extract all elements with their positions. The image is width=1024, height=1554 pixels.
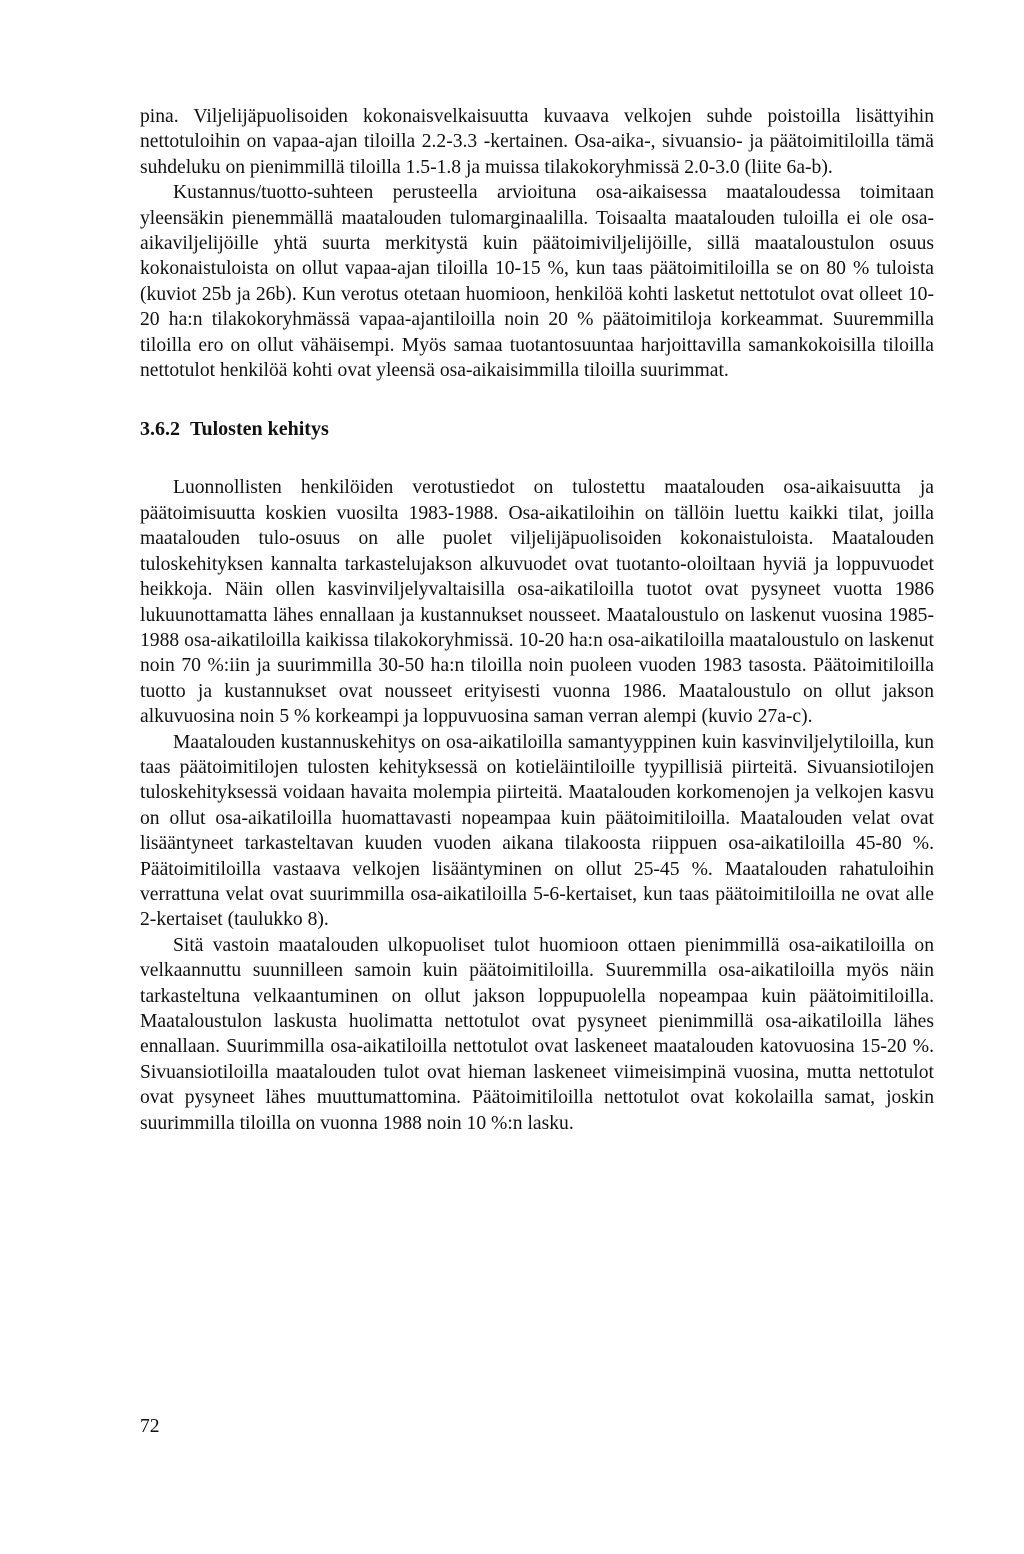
- section-number: 3.6.2: [140, 418, 180, 441]
- page-number: 72: [140, 1416, 160, 1437]
- paragraph-continuation: pina. Viljelijäpuolisoiden kokonaisvelkaisuutta kuvaava velkojen suhde poistoilla lisättyihin nettotuloihin on vapaa-ajan tiloilla 2.2-3.3 -kertainen. Osa-aika-, sivuansio- ja päätoimitiloilla tämä suhdeluku on pienimmillä tiloilla 1.5-1.8 ja muissa tilakokoryhmissä 2.0-3.0 (liite 6a-b).: [140, 106, 934, 178]
- section-title: Tulosten kehitys: [190, 418, 329, 441]
- paragraph-cost-development: Maatalouden kustannuskehitys on osa-aikatiloilla samantyyppinen kuin kasvinviljelytiloilla, kun taas päätoimitilojen tulosten kehityksessä on kotieläintiloille tyypillisiä piirteitä. Sivuansiotilojen tuloskehityksessä voidaan havaita molempia piirteitä. Maatalouden korkomenojen ja velkojen kasvu on ollut osa-aikatiloilla huomattavasti nopeampaa kuin päätoimitiloilla. Maatalouden velat ovat lisääntyneet tarkasteltavan kuuden vuoden aikana tilakoosta riippuen osa-aikatiloilla 45-80 %. Päätoimitiloilla vastaava velkojen lisääntyminen on ollut 25-45 %. Maatalouden rahatuloihin verrattuna velat ovat suurimmilla osa-aikatiloilla 5-6-kertaiset, kun taas päätoimitiloilla ne ovat alle 2-kertaiset (taulukko 8).: [140, 731, 934, 931]
- paragraph-external-income: Sitä vastoin maatalouden ulkopuoliset tulot huomioon ottaen pienimmillä osa-aikatiloilla on velkaannuttu suunnilleen samoin kuin päätoimitiloilla. Suuremmilla osa-aikatiloilla myös näin tarkasteltuna velkaantuminen on ollut jakson loppupuolella nopeampaa kuin päätoimitiloilla. Maataloustulon laskusta huolimatta nettotulot ovat pysyneet pienimmillä osa-aikatiloilla lähes ennallaan. Suurimmilla osa-aikatiloilla nettotulot ovat laskeneet maatalouden katovuosina 15-20 %. Sivuansiotiloilla maatalouden tulot ovat hieman laskeneet viimeisimpinä vuosina, mutta nettotulot ovat pysyneet lähes muuttumattomina. Päätoimitiloilla nettotulot ovat kokolailla samat, joskin suurimmilla tiloilla on vuonna 1988 noin 10 %:n lasku.: [140, 934, 934, 1134]
- paragraph-tax-data: Luonnollisten henkilöiden verotustiedot on tulostettu maatalouden osa-aikaisuutta ja päätoimisuutta koskien vuosilta 1983-1988. Osa-aikatiloihin on tällöin luettu kaikki tilat, joilla maatalouden tulo-osuus on alle puolet viljelijäpuolisoiden kokonaistuloista. Maatalouden tuloskehityksen kannalta tarkastelujakson alkuvuodet ovat tuotanto-oloiltaan hyviä ja loppuvuodet heikkoja. Näin ollen kasvinviljelyvaltaisilla osa-aikatiloilla tuotot ovat pysyneet vuotta 1986 lukuunottamatta lähes ennallaan ja kustannukset nousseet. Maataloustulo on laskenut vuosina 1985-1988 osa-aikatiloilla kaikissa tilakokoryhmissä. 10-20 ha:n osa-aikatiloilla maataloustulo on laskenut noin 70 %:iin ja suurimmilla 30-50 ha:n tiloilla noin puoleen vuoden 1983 tasosta. Päätoimitiloilla tuotto ja kustannukset ovat nousseet erityisesti vuonna 1986. Maataloustulo on ollut jakson alkuvuosina noin 5 % korkeampi ja loppuvuosina saman verran alempi (kuvio 27a-c).: [140, 477, 934, 728]
- section-heading: [140, 416, 934, 442]
- paragraph-cost-ratio: Kustannus/tuotto-suhteen perusteella arvioituna osa-aikaisessa maataloudessa toimitaan yleensäkin pienemmällä maatalouden tulomarginaalilla. Toisaalta maatalouden tuloilla ei ole osa-aikaviljelijöille yhtä suurta merkitystä kuin päätoimiviljelijöille, sillä maataloustulon osuus kokonaistuloista on ollut vapaa-ajan tiloilla 10-15 %, kun taas päätoimitiloilla se on 80 % tuloista (kuviot 25b ja 26b). Kun verotus otetaan huomioon, henkilöä kohti lasketut nettotulot ovat olleet 10-20 ha:n tilakokoryhmässä vapaa-ajantiloilla noin 20 % päätoimitiloja korkeammat. Suuremmilla tiloilla ero on ollut vähäisempi. Myös samaa tuotantosuuntaa harjoittavilla samankokoisilla tiloilla nettotulot henkilöä kohti ovat yleensä osa-aikaisimmilla tiloilla suurimmat.: [140, 182, 934, 382]
- page-content: [140, 104, 934, 1136]
